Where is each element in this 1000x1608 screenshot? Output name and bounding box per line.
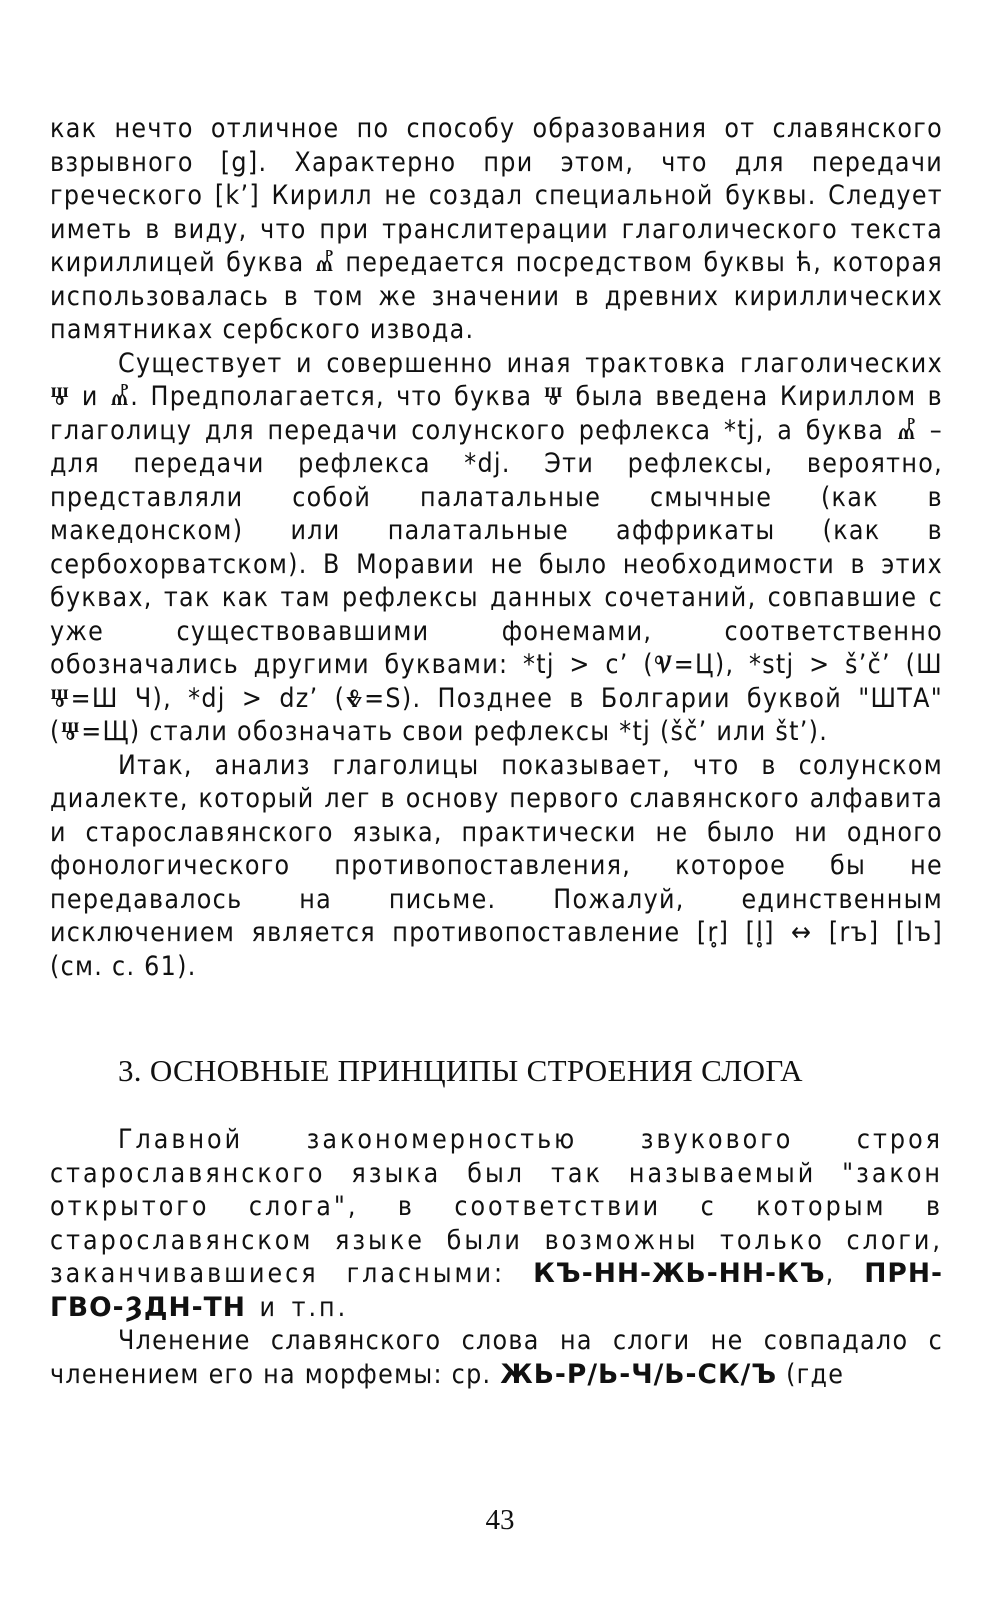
old-slavonic-example-1: КЪ-НН-ЖЬ-НН-КЪ: [533, 1258, 826, 1289]
paragraph-3: Итак, анализ глаголицы показывает, что в солунском диалекте, который лег в основу первого славянского алфавита и старославянского языка, практически не было ни одного фонологического противопоставления, которое бы не передавалось на письме. Пожалуй, единственным исключением является противопоставление [r̥] [l̥] ↔ [rъ] [lъ] (см. с. 61).: [50, 749, 943, 982]
paragraph-5: [50, 1324, 943, 1391]
section-heading: 3. ОСНОВНЫЕ ПРИНЦИПЫ СТРОЕНИЯ СЛОГА: [118, 1053, 803, 1088]
page-number: 43: [485, 1504, 515, 1536]
paragraph-2: Существует и совершенно иная трактовка глаголических Ⱋ и Ⰼ. Предполагается, что буква Ⱋ была введена Кириллом в глаголицу для передачи солунского рефлекса *tj, а буква Ⰼ – для передачи рефлекса *dj. Эти рефлексы, вероятно, представляли собой палатальные смычные (как в македонском) или палатальные аффрикаты (как в сербохорватском). В Моравии не было необходимости в этих буквах, так как там рефлексы данных сочетаний, совпавшие с уже существовавшими фонемами, соответственно обозначались другими буквами: *tj > c’ (Ⱌ=Ц), *stj > š’č’ (Ш Ⱋ=Ш Ч), *dj > dz’ (Ⰷ=Ѕ). Позднее в Болгарии буквой "ШТА" (Ⱋ=Щ) стали обозначать свои рефлексы *tj (šč’ или št’).: [50, 347, 943, 747]
page-body: [50, 112, 943, 1391]
paragraph-1: как нечто отличное по способу образования от славянского взрывного [g]. Характерно при этом, что для передачи греческого [k’] Кирилл не создал специальной буквы. Следует иметь в виду, что при транслитерации глаголического текста кириллицей буква Ⰼ передается посредством буквы ћ, которая использовалась в том же значении в древних кириллических памятниках сербского извода.: [50, 113, 943, 345]
paragraph-4-end: и т.п.: [259, 1291, 349, 1323]
paragraph-4: Главной закономерностью звукового строя старославянского языка был так называемый "закон открытого слога", в соответствии с которым в старославянском языке были возможны только слоги, заканчивавшиеся гласными: КЪ-НН-ЖЬ-НН-КЪ, ПРН-ГВО-ȜДН-ТН и т.п.: [50, 1124, 944, 1323]
old-slavonic-example-2: ПРН-ГВО-ȜДН-ТН: [50, 1258, 944, 1323]
paragraph-5-end: (где: [786, 1358, 845, 1390]
old-slavonic-example-3: ЖЬ-Р/Ь-Ч/Ь-СК/Ъ: [500, 1358, 778, 1390]
paragraph-4-text: Главной закономерностью звукового строя старославянского языка был так называемый "закон открытого слога", в соответствии с которым в старославянском языке были возможны только слоги, заканчивавшиеся гласными:: [50, 1124, 943, 1289]
paragraph-5-text: Членение славянского слова на слоги не совпадало с членением его на морфемы: ср.: [50, 1325, 943, 1390]
